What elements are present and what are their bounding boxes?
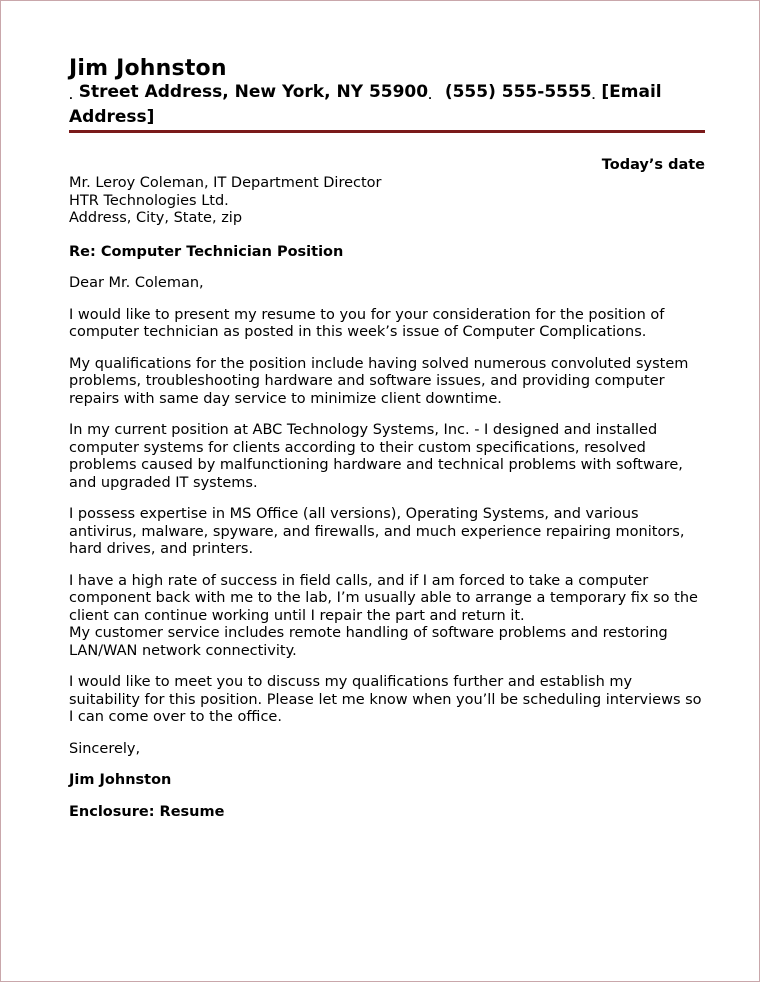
body-paragraph: In my current position at ABC Technology Systems, Inc. - I designed and installed computer systems for clients according to their custom specifications, resolved problems caused by malfunctioning hardware and technical problems with software, and upgraded IT systems. [69, 422, 683, 491]
separator-dot: . [69, 91, 73, 102]
body-paragraph: My qualifications for the position include having solved numerous convoluted system problems, troubleshooting hardware and software issues, and providing computer repairs with same day service to minimize client downtime. [69, 355, 689, 407]
recipient-company: HTR Technologies Ltd. [69, 192, 229, 209]
closing: Sincerely, [69, 740, 141, 757]
sender-contact [69, 82, 705, 127]
recipient-name: Mr. Leroy Coleman, IT Department Director [69, 175, 382, 191]
separator-dot: . [428, 91, 432, 102]
salutation: Dear Mr. Coleman, [69, 275, 204, 291]
header-rule [69, 130, 705, 133]
sender-name: Jim Johnston [69, 56, 227, 81]
body-paragraph: I have a high rate of success in field calls, and if I am forced to take a computer component back with me to the lab, I’m usually able to arrange a temporary fix so the client can continue working until I repair the part and return it. [69, 572, 698, 624]
email-address: [Email [601, 82, 662, 102]
signature-name: Jim Johnston [69, 772, 172, 788]
street-address: Street Address, New York, NY 55900 [78, 82, 429, 102]
phone-number: (555) 555-5555 [444, 82, 592, 102]
body-paragraph: I possess expertise in MS Office (all versions), Operating Systems, and various antivirus, malware, spyware, and firewalls, and much experience repairing monitors, hard drives, and printers. [69, 506, 685, 557]
body-paragraph: I would like to present my resume to you for your consideration for the position of computer technician as posted in this week’s issue of Computer Complications. [69, 306, 665, 340]
separator-dot: . [591, 91, 596, 102]
recipient-address: Address, City, State, zip [69, 210, 243, 226]
enclosure-note: Enclosure: Resume [69, 803, 225, 820]
body-paragraph: I would like to meet you to discuss my qualifications further and establish my suitability for this position. Please let me know when you’ll be scheduling interviews so I can come over to the office. [69, 674, 702, 725]
subject-line: Re: Computer Technician Position [69, 243, 344, 260]
letter-content [69, 55, 705, 821]
email-address-cont: Address] [69, 107, 155, 127]
letter-date: Today’s date [601, 157, 705, 173]
body-paragraph: My customer service includes remote handling of software problems and restoring LAN/WAN network connectivity. [69, 625, 668, 659]
recipient-block [69, 175, 705, 228]
